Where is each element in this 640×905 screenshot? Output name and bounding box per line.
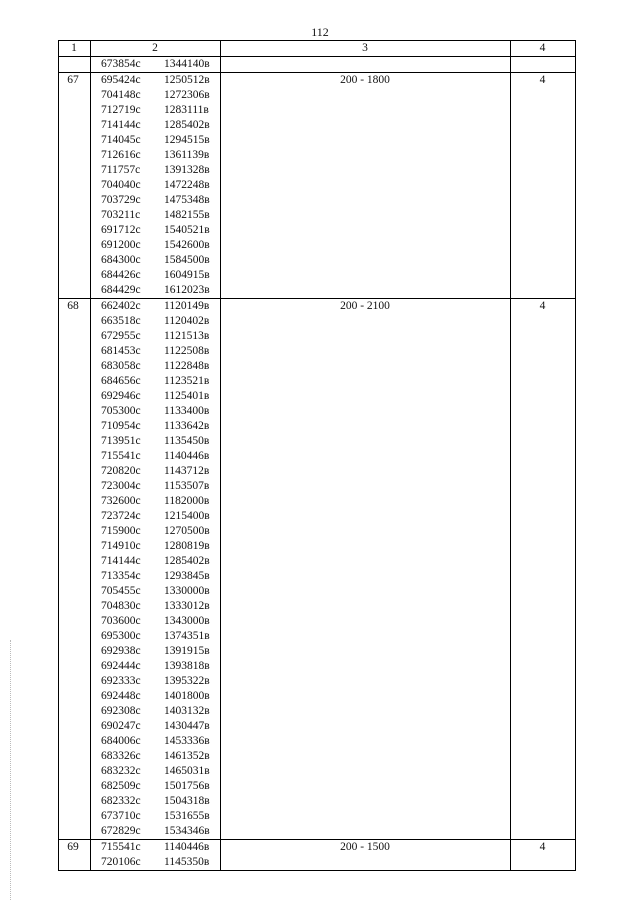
longitude-value: 1475348в (164, 194, 210, 206)
table-row (58, 283, 575, 298)
longitude-value: 1393818в (164, 660, 210, 672)
longitude-value: 1283111в (164, 104, 209, 116)
longitude-value: 1401800в (164, 690, 210, 702)
latitude-value: 662402с (101, 300, 141, 312)
table-row (58, 840, 575, 855)
latitude-value: 704148с (101, 89, 141, 101)
table-rule-horizontal (58, 72, 576, 73)
table-row (58, 314, 575, 329)
longitude-value: 1140446в (164, 450, 210, 462)
table-row (58, 344, 575, 359)
table-row (58, 809, 575, 824)
latitude-value: 684006с (101, 735, 141, 747)
longitude-value: 1120149в (164, 300, 210, 312)
latitude-value: 682332с (101, 795, 141, 807)
latitude-value: 704040с (101, 179, 141, 191)
table-row (58, 299, 575, 314)
latitude-value: 672955с (101, 330, 141, 342)
longitude-value: 1135450в (164, 435, 210, 447)
table-row (58, 359, 575, 374)
longitude-value: 1403132в (164, 705, 210, 717)
latitude-value: 684300с (101, 254, 141, 266)
table-row (58, 599, 575, 614)
longitude-value: 1472248в (164, 179, 210, 191)
table-row (58, 374, 575, 389)
longitude-value: 1145350в (164, 856, 210, 868)
table-rule-vertical (575, 40, 576, 871)
latitude-value: 681453с (101, 345, 141, 357)
latitude-value: 714144с (101, 555, 141, 567)
longitude-value: 1120402в (164, 315, 210, 327)
longitude-value: 1343000в (164, 615, 210, 627)
longitude-value: 1182000в (164, 495, 210, 507)
latitude-value: 704830с (101, 600, 141, 612)
longitude-value: 1374351в (164, 630, 210, 642)
table-row (58, 434, 575, 449)
table-row (58, 449, 575, 464)
table-rule-horizontal (58, 870, 576, 871)
longitude-value: 1542600в (164, 239, 210, 251)
table-row (58, 148, 575, 163)
continuation-row (58, 57, 575, 72)
latitude-value: 690247с (101, 720, 141, 732)
category-value: 4 (539, 841, 546, 853)
latitude-value: 705300с (101, 405, 141, 417)
table-row (58, 238, 575, 253)
longitude-value: 1504318в (164, 795, 210, 807)
longitude-value: 1153507в (164, 480, 210, 492)
longitude-value: 1465031в (164, 765, 210, 777)
table-row (58, 734, 575, 749)
latitude-value: 703600с (101, 615, 141, 627)
longitude-value: 1280819в (164, 540, 210, 552)
latitude-value: 714910с (101, 540, 141, 552)
table-row (58, 479, 575, 494)
latitude-value: 683232с (101, 765, 141, 777)
table-row (58, 494, 575, 509)
longitude-value: 1285402в (164, 555, 210, 567)
longitude-value: 1482155в (164, 209, 210, 221)
table-rule-vertical (220, 40, 221, 871)
longitude-value: 1215400в (164, 510, 210, 522)
longitude-value: 1133642в (164, 420, 210, 432)
table-rule-horizontal (58, 839, 576, 840)
table-row (58, 794, 575, 809)
table-rule-horizontal (58, 298, 576, 299)
latitude-value: 691200с (101, 239, 141, 251)
scan-margin-marks (10, 640, 12, 900)
longitude-value: 1391328в (164, 164, 210, 176)
table-row (58, 329, 575, 344)
table-row (58, 584, 575, 599)
page-number: 112 (311, 25, 329, 39)
latitude-value: 714144с (101, 119, 141, 131)
longitude-value: 1122508в (164, 345, 210, 357)
latitude-value: 692946с (101, 390, 141, 402)
latitude-value: 715541с (101, 841, 141, 853)
longitude-value: 1531655в (164, 810, 210, 822)
table-rule-vertical (510, 40, 511, 871)
column-header-4: 4 (539, 42, 546, 54)
longitude-value: 1143712в (164, 465, 210, 477)
table-rule-horizontal (58, 40, 576, 41)
longitude-value: 1250512в (164, 74, 210, 86)
latitude-value: 713951с (101, 435, 141, 447)
table-row (58, 404, 575, 419)
table-row (58, 268, 575, 283)
table-row (58, 389, 575, 404)
latitude-value: 732600с (101, 495, 141, 507)
table-row (58, 659, 575, 674)
longitude-value: 1294515в (164, 134, 210, 146)
table-row (58, 704, 575, 719)
longitude-value: 1272306в (164, 89, 210, 101)
depth-range: 200 - 2100 (340, 300, 390, 312)
latitude-value: 695300с (101, 630, 141, 642)
longitude-value: 1501756в (164, 780, 210, 792)
continuation-latitude: 673854с (101, 58, 141, 70)
table-row (58, 764, 575, 779)
longitude-value: 1430447в (164, 720, 210, 732)
latitude-value: 692938с (101, 645, 141, 657)
longitude-value: 1123521в (164, 375, 210, 387)
latitude-value: 692308с (101, 705, 141, 717)
column-header-1: 1 (71, 42, 77, 54)
longitude-value: 1270500в (164, 525, 210, 537)
latitude-value: 682509с (101, 780, 141, 792)
table-row (58, 524, 575, 539)
latitude-value: 663518с (101, 315, 141, 327)
latitude-value: 710954с (101, 420, 141, 432)
longitude-value: 1584500в (164, 254, 210, 266)
longitude-value: 1133400в (164, 405, 210, 417)
longitude-value: 1612023в (164, 284, 210, 296)
longitude-value: 1285402в (164, 119, 210, 131)
latitude-value: 684429с (101, 284, 141, 296)
category-value: 4 (539, 300, 546, 312)
table-row (58, 208, 575, 223)
latitude-value: 715541с (101, 450, 141, 462)
latitude-value: 715900с (101, 525, 141, 537)
longitude-value: 1361139в (164, 149, 210, 161)
table-row (58, 118, 575, 133)
table-row (58, 253, 575, 268)
latitude-value: 712719с (101, 104, 141, 116)
table-row (58, 419, 575, 434)
longitude-value: 1461352в (164, 750, 210, 762)
longitude-value: 1604915в (164, 269, 210, 281)
latitude-value: 714045с (101, 134, 141, 146)
table-row (58, 779, 575, 794)
table-row (58, 178, 575, 193)
column-header-3: 3 (362, 42, 368, 54)
table-row (58, 223, 575, 238)
depth-range: 200 - 1800 (340, 74, 390, 86)
longitude-value: 1122848в (164, 360, 210, 372)
longitude-value: 1140446в (164, 841, 210, 853)
table-rule-horizontal (58, 56, 576, 57)
longitude-value: 1293845в (164, 570, 210, 582)
table-row (58, 88, 575, 103)
longitude-value: 1540521в (164, 224, 210, 236)
table-row (58, 569, 575, 584)
latitude-value: 723724с (101, 510, 141, 522)
latitude-value: 703729с (101, 194, 141, 206)
table-row (58, 464, 575, 479)
longitude-value: 1125401в (164, 390, 210, 402)
table-row (58, 689, 575, 704)
row-number: 69 (67, 841, 79, 853)
latitude-value: 711757с (101, 164, 141, 176)
category-value: 4 (539, 74, 546, 86)
longitude-value: 1395322в (164, 675, 210, 687)
table-row (58, 163, 575, 178)
table-row (58, 133, 575, 148)
latitude-value: 692333с (101, 675, 141, 687)
latitude-value: 692448с (101, 690, 141, 702)
longitude-value: 1333012в (164, 600, 210, 612)
row-number: 68 (67, 300, 79, 312)
latitude-value: 691712с (101, 224, 141, 236)
table-row (58, 539, 575, 554)
latitude-value: 684656с (101, 375, 141, 387)
table-row (58, 193, 575, 208)
latitude-value: 683058с (101, 360, 141, 372)
row-number: 67 (67, 74, 79, 86)
depth-range: 200 - 1500 (340, 841, 390, 853)
latitude-value: 683326с (101, 750, 141, 762)
column-header-2: 2 (152, 42, 158, 54)
table-row (58, 674, 575, 689)
latitude-value: 720106с (101, 856, 141, 868)
latitude-value: 684426с (101, 269, 141, 281)
latitude-value: 713354с (101, 570, 141, 582)
latitude-value: 703211с (101, 209, 141, 221)
latitude-value: 723004с (101, 480, 141, 492)
table-rule-vertical (58, 40, 59, 871)
table-row (58, 855, 575, 870)
table-row (58, 103, 575, 118)
longitude-value: 1391915в (164, 645, 210, 657)
longitude-value: 1534346в (164, 825, 210, 837)
longitude-value: 1121513в (164, 330, 210, 342)
table-row (58, 509, 575, 524)
latitude-value: 695424с (101, 74, 141, 86)
table-row (58, 629, 575, 644)
longitude-value: 1453336в (164, 735, 210, 747)
longitude-value: 1330000в (164, 585, 210, 597)
latitude-value: 692444с (101, 660, 141, 672)
latitude-value: 672829с (101, 825, 141, 837)
table-rule-vertical (90, 40, 91, 871)
table-row (58, 554, 575, 569)
latitude-value: 705455с (101, 585, 141, 597)
table-row (58, 824, 575, 839)
latitude-value: 720820с (101, 465, 141, 477)
table-row (58, 614, 575, 629)
latitude-value: 673710с (101, 810, 141, 822)
table-row (58, 749, 575, 764)
continuation-longitude: 1344140в (164, 58, 210, 70)
latitude-value: 712616с (101, 149, 141, 161)
table-row (58, 644, 575, 659)
table-row (58, 719, 575, 734)
table-row (58, 73, 575, 88)
